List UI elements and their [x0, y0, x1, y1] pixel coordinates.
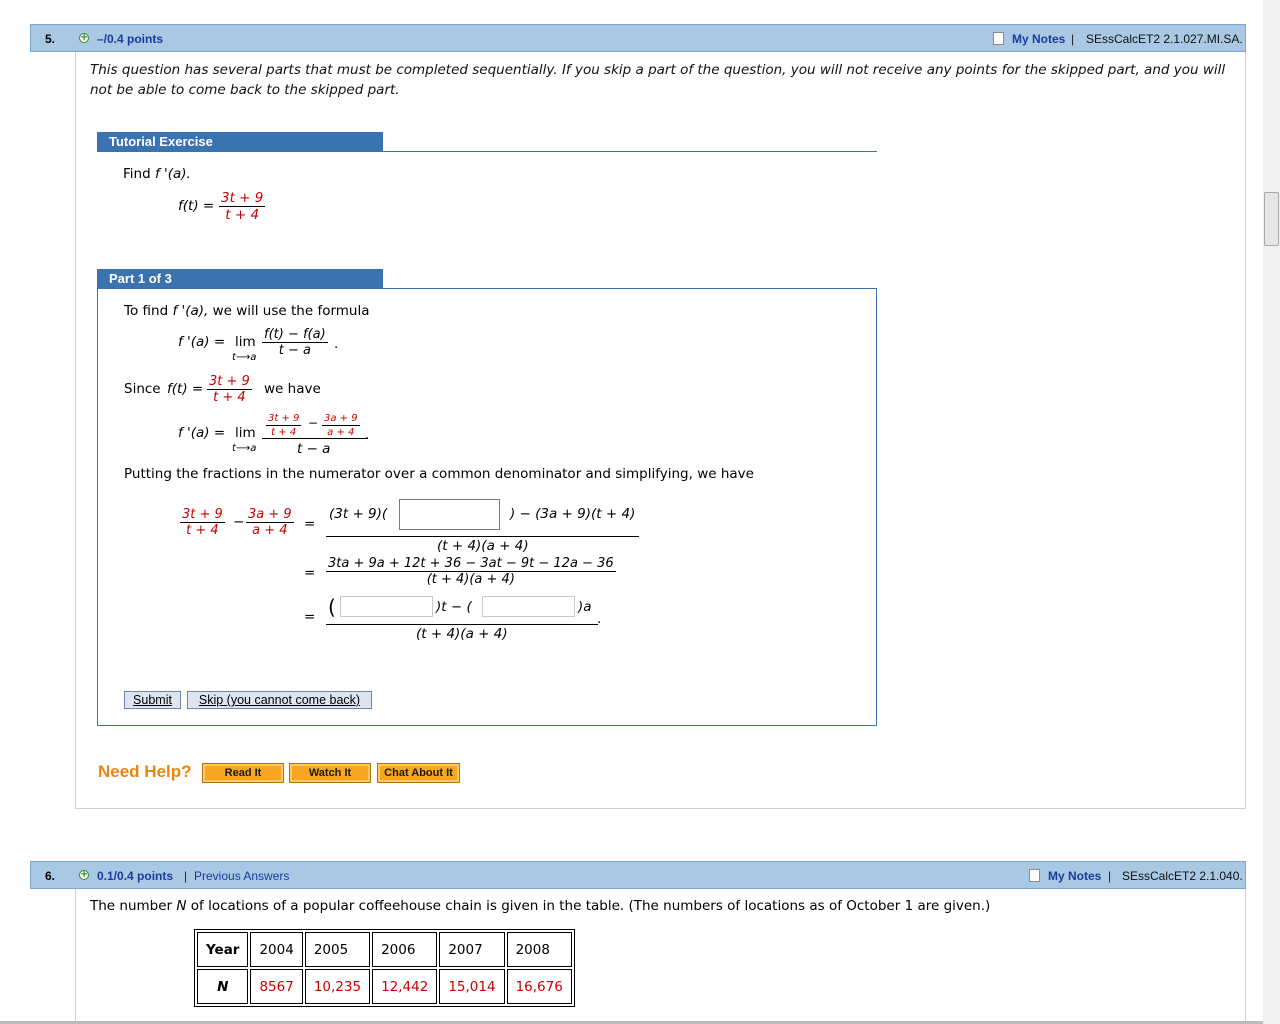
we-have-text: we have	[264, 381, 321, 397]
table-cell: 10,235	[305, 969, 370, 1004]
answer-input-a-coefficient[interactable]	[482, 596, 575, 617]
tutorial-heading: Tutorial Exercise	[97, 132, 383, 152]
formula-period: .	[334, 336, 339, 352]
answer-input-t-coefficient[interactable]	[340, 596, 433, 617]
step3-a-text: )a	[578, 599, 592, 615]
step3-denominator: (t + 4)(a + 4)	[416, 626, 508, 642]
equals-1: =	[304, 516, 316, 532]
function-lhs: f(t) =	[178, 198, 215, 214]
derivative-lhs: f '(a) =	[178, 334, 226, 350]
limit-word: lim	[235, 334, 256, 350]
open-paren: (	[328, 595, 336, 619]
notes-page-icon[interactable]	[1029, 869, 1040, 882]
equals-2: =	[304, 565, 316, 581]
question-code: SEssCalcET2 2.1.040.	[1122, 869, 1243, 883]
formula-period-2: .	[365, 427, 370, 443]
compound-frac-a: $\frac{3a + 9}{a + 4}$	[324, 413, 358, 438]
row-label-n: N	[197, 969, 248, 1004]
answer-input-1[interactable]	[399, 499, 500, 530]
locations-table	[194, 929, 575, 1007]
expand-plus-icon[interactable]: +	[80, 869, 89, 880]
lhs-minus: −	[233, 514, 245, 530]
table-row	[197, 969, 572, 1004]
lhs-fraction-t: $\frac{3t + 9}{t + 4}$	[182, 507, 223, 538]
putting-text: Putting the fractions in the numerator over a common denominator and simplifying, we have	[124, 466, 754, 482]
previous-answers-link[interactable]: Previous Answers	[194, 869, 290, 883]
notes-page-icon[interactable]	[993, 32, 1004, 45]
step1-right: ) − (3a + 9)(t + 4)	[510, 506, 636, 522]
step3-period: .	[597, 611, 602, 627]
row-label-year: Year	[197, 932, 248, 967]
table-cell: 12,442	[372, 969, 437, 1004]
table-cell: 16,676	[507, 969, 572, 1004]
table-cell: 15,014	[439, 969, 504, 1004]
scrollbar-thumb[interactable]	[1264, 192, 1279, 246]
my-notes-link[interactable]: My Notes	[1012, 32, 1066, 46]
watch-it-button[interactable]: Watch It	[289, 763, 371, 783]
limit-subscript-2: t⟶a	[232, 443, 257, 454]
compound-numerator	[262, 412, 368, 439]
table-cell: 8567	[250, 969, 302, 1004]
difference-quotient: $\frac{f(t) - f(a)}{t - a}$	[264, 327, 326, 358]
need-help-label: Need Help?	[98, 762, 192, 781]
table-cell: 2007	[439, 932, 504, 967]
step1-numerator	[326, 496, 639, 537]
skip-button[interactable]: Skip (you cannot come back)	[187, 691, 372, 709]
question-intro: This question has several parts that must be completed sequentially. If you skip a part of the question, you will not receive any points for the skipped part, and you will not be able to come back to the skipped part.	[90, 62, 1226, 98]
table-cell: 2004	[250, 932, 302, 967]
lhs-fraction-a: $\frac{3a + 9}{a + 4}$	[248, 507, 292, 538]
since-lhs: f(t) =	[167, 381, 204, 397]
question-points[interactable]: 0.1/0.4 points	[97, 869, 174, 883]
question-number: 6.	[45, 869, 56, 883]
compound-minus: −	[308, 416, 319, 430]
step3-t-text: )t − (	[436, 599, 472, 615]
my-notes-link[interactable]: My Notes	[1048, 869, 1102, 883]
question-code: SEssCalcET2 2.1.027.MI.SA.	[1086, 32, 1243, 46]
step2-fraction: $\frac{3ta + 9a + 12t + 36 - 3at - 9t - 12a - 36}{(t + 4)(a + 4)}$	[328, 556, 614, 587]
expand-plus-icon[interactable]: +	[80, 32, 89, 43]
table-cell: 2006	[372, 932, 437, 967]
vertical-scrollbar[interactable]	[1263, 0, 1280, 1024]
step1-denominator: (t + 4)(a + 4)	[437, 538, 529, 554]
step3-numerator	[326, 591, 598, 625]
part-heading: Part 1 of 3	[97, 269, 383, 289]
compound-frac-t: $\frac{3t + 9}{t + 4}$	[268, 413, 300, 438]
limit-subscript: t⟶a	[232, 352, 257, 363]
step1-left: (3t + 9)(	[329, 506, 388, 522]
tutorial-rule	[383, 151, 877, 152]
chat-about-it-button[interactable]: Chat About It	[377, 763, 460, 783]
question-6-header	[30, 861, 1246, 889]
question-points[interactable]: –/0.4 points	[97, 32, 164, 46]
since-fraction: $\frac{3t + 9}{t + 4}$	[209, 374, 250, 405]
header-separator: |	[1071, 32, 1075, 46]
find-line: Find f '(a).	[123, 166, 191, 182]
derivative-lhs-2: f '(a) =	[178, 425, 226, 441]
header-separator: |	[184, 869, 188, 883]
table-cell: 2005	[305, 932, 370, 967]
question-6-prompt: The number N of locations of a popular coffeehouse chain is given in the table. (The numbers of locations as of October 1 are given.)	[90, 898, 991, 914]
since-word: Since	[124, 381, 161, 397]
question-number: 5.	[45, 32, 56, 46]
header-separator-2: |	[1108, 869, 1112, 883]
table-cell: 2008	[507, 932, 572, 967]
question-5-header	[30, 24, 1246, 52]
limit-word-2: lim	[235, 425, 256, 441]
submit-button[interactable]: Submit	[124, 691, 181, 709]
function-fraction: $\frac{3t + 9}{t + 4}$	[221, 190, 264, 223]
read-it-button[interactable]: Read It	[202, 763, 284, 783]
table-row	[197, 932, 572, 967]
compound-denominator: t − a	[297, 441, 331, 457]
equals-3: =	[304, 609, 316, 625]
part-intro-line: To find f '(a), we will use the formula	[124, 303, 370, 319]
